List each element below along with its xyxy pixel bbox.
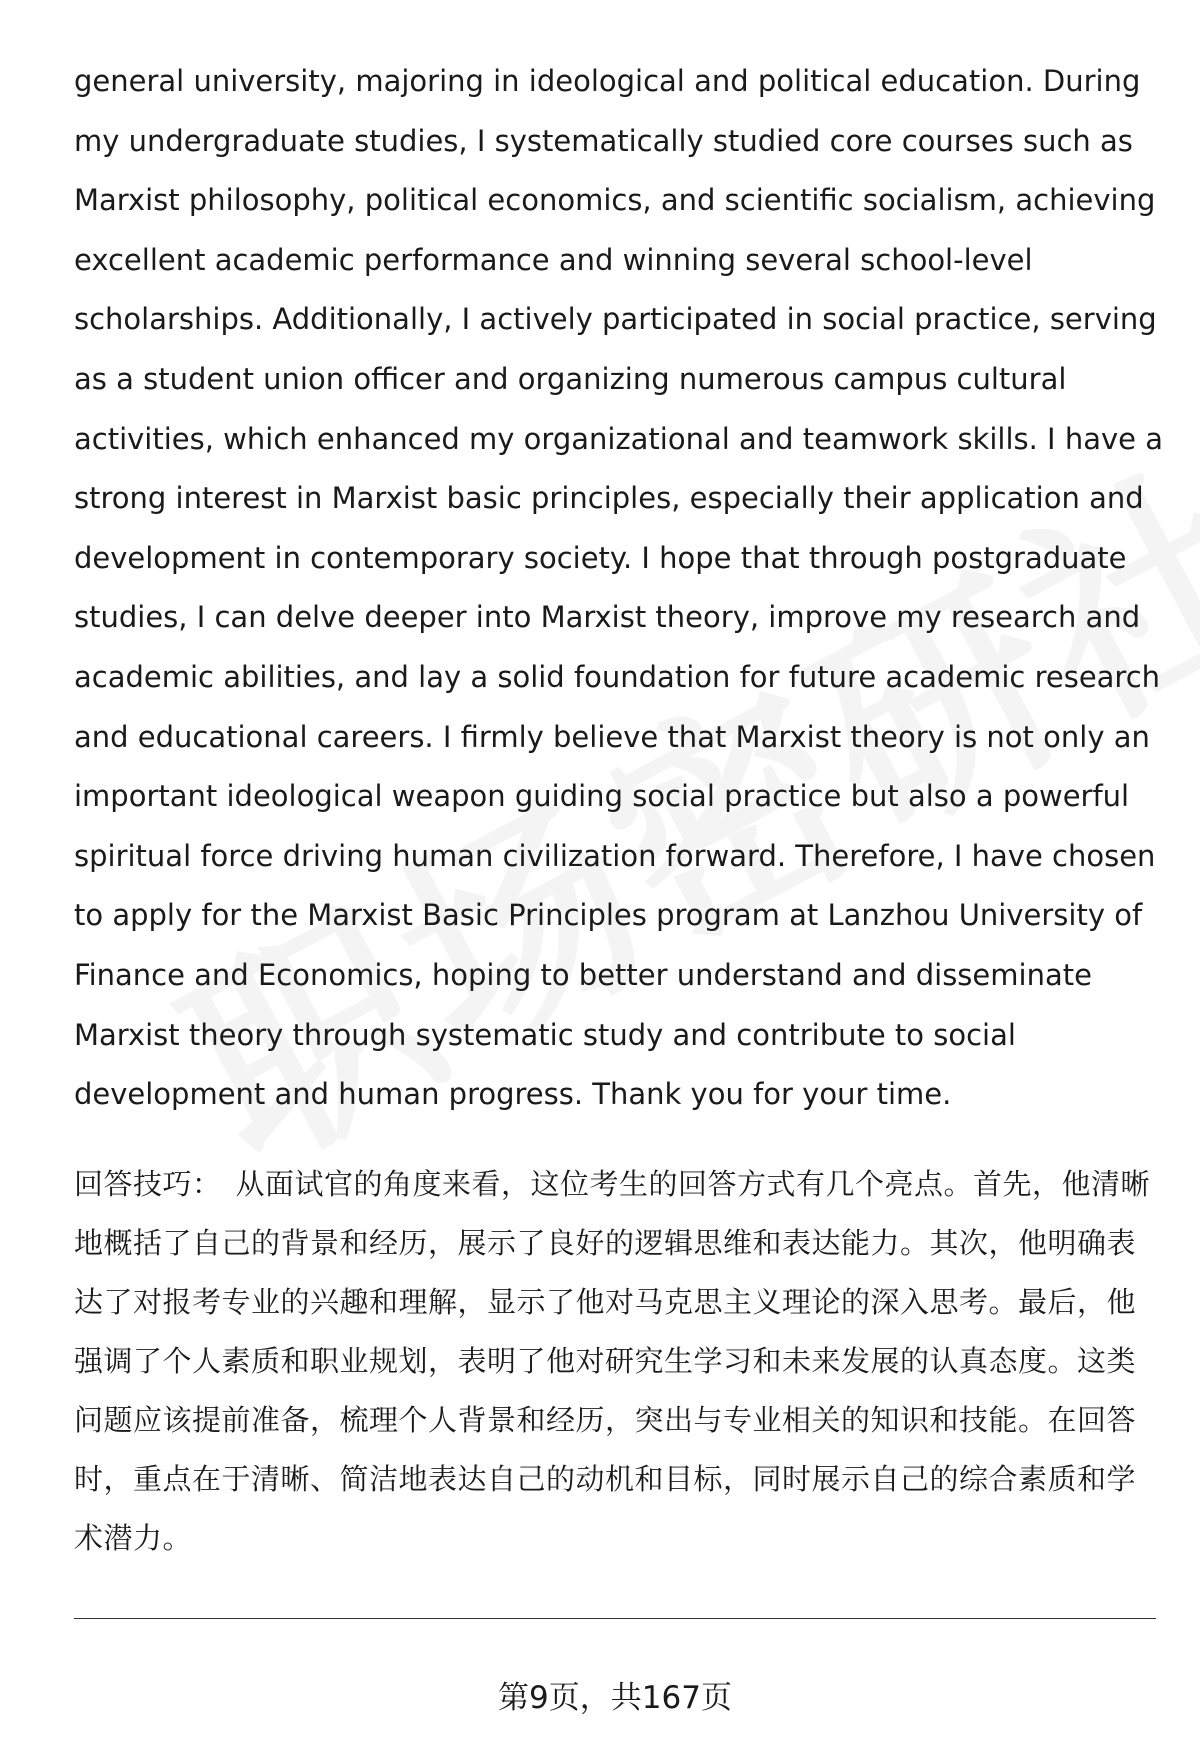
page-content [74, 52, 1164, 1568]
footer-divider [74, 1618, 1156, 1619]
answer-tips-paragraph [74, 1155, 1164, 1568]
answer-tips-text: 从面试官的角度来看，这位考生的回答方式有几个亮点。首先，他清晰地概括了自己的背景和经历，展示了良好的逻辑思维和表达能力。其次，他明确表达了对报考专业的兴趣和理解，显示了他对马克思主义理论的深入思考。最后，他强调了个人素质和职业规划，表明了他对研究生学习和未来发展的认真态度。这类问题应该提前准备，梳理个人背景和经历，突出与专业相关的知识和技能。在回答时，重点在于清晰、简洁地表达自己的动机和目标，同时展示自己的综合素质和学术潜力。 [74, 1166, 1151, 1555]
page-number: 第9页，共167页 [498, 1680, 732, 1716]
answer-paragraph: general university, majoring in ideological and political education. During my undergraduate studies, I systematically studied core courses such as Marxist philosophy, political economics, and scientific socialism, achieving excellent academic performance and winning several school-level scholarships. Additionally, I actively participated in social practice, serving as a student union officer and organizing numerous campus cultural activities, which enhanced my organizational and teamwork skills. I have a strong interest in Marxist basic principles, especially their application and development in contemporary society. I hope that through postgraduate studies, I can delve deeper into Marxist theory, improve my research and academic abilities, and lay a solid foundation for future academic research and educational careers. I firmly believe that Marxist theory is not only an important ideological weapon guiding social practice but also a powerful spiritual force driving human civilization forward. Therefore, I have chosen to apply for the Marxist Basic Principles program at Lanzhou University of Finance and Economics, hoping to better understand and disseminate Marxist theory through systematic study and contribute to social development and human progress. Thank you for your time. [74, 64, 1163, 1112]
answer-tips-label: 回答技巧： [74, 1166, 222, 1201]
